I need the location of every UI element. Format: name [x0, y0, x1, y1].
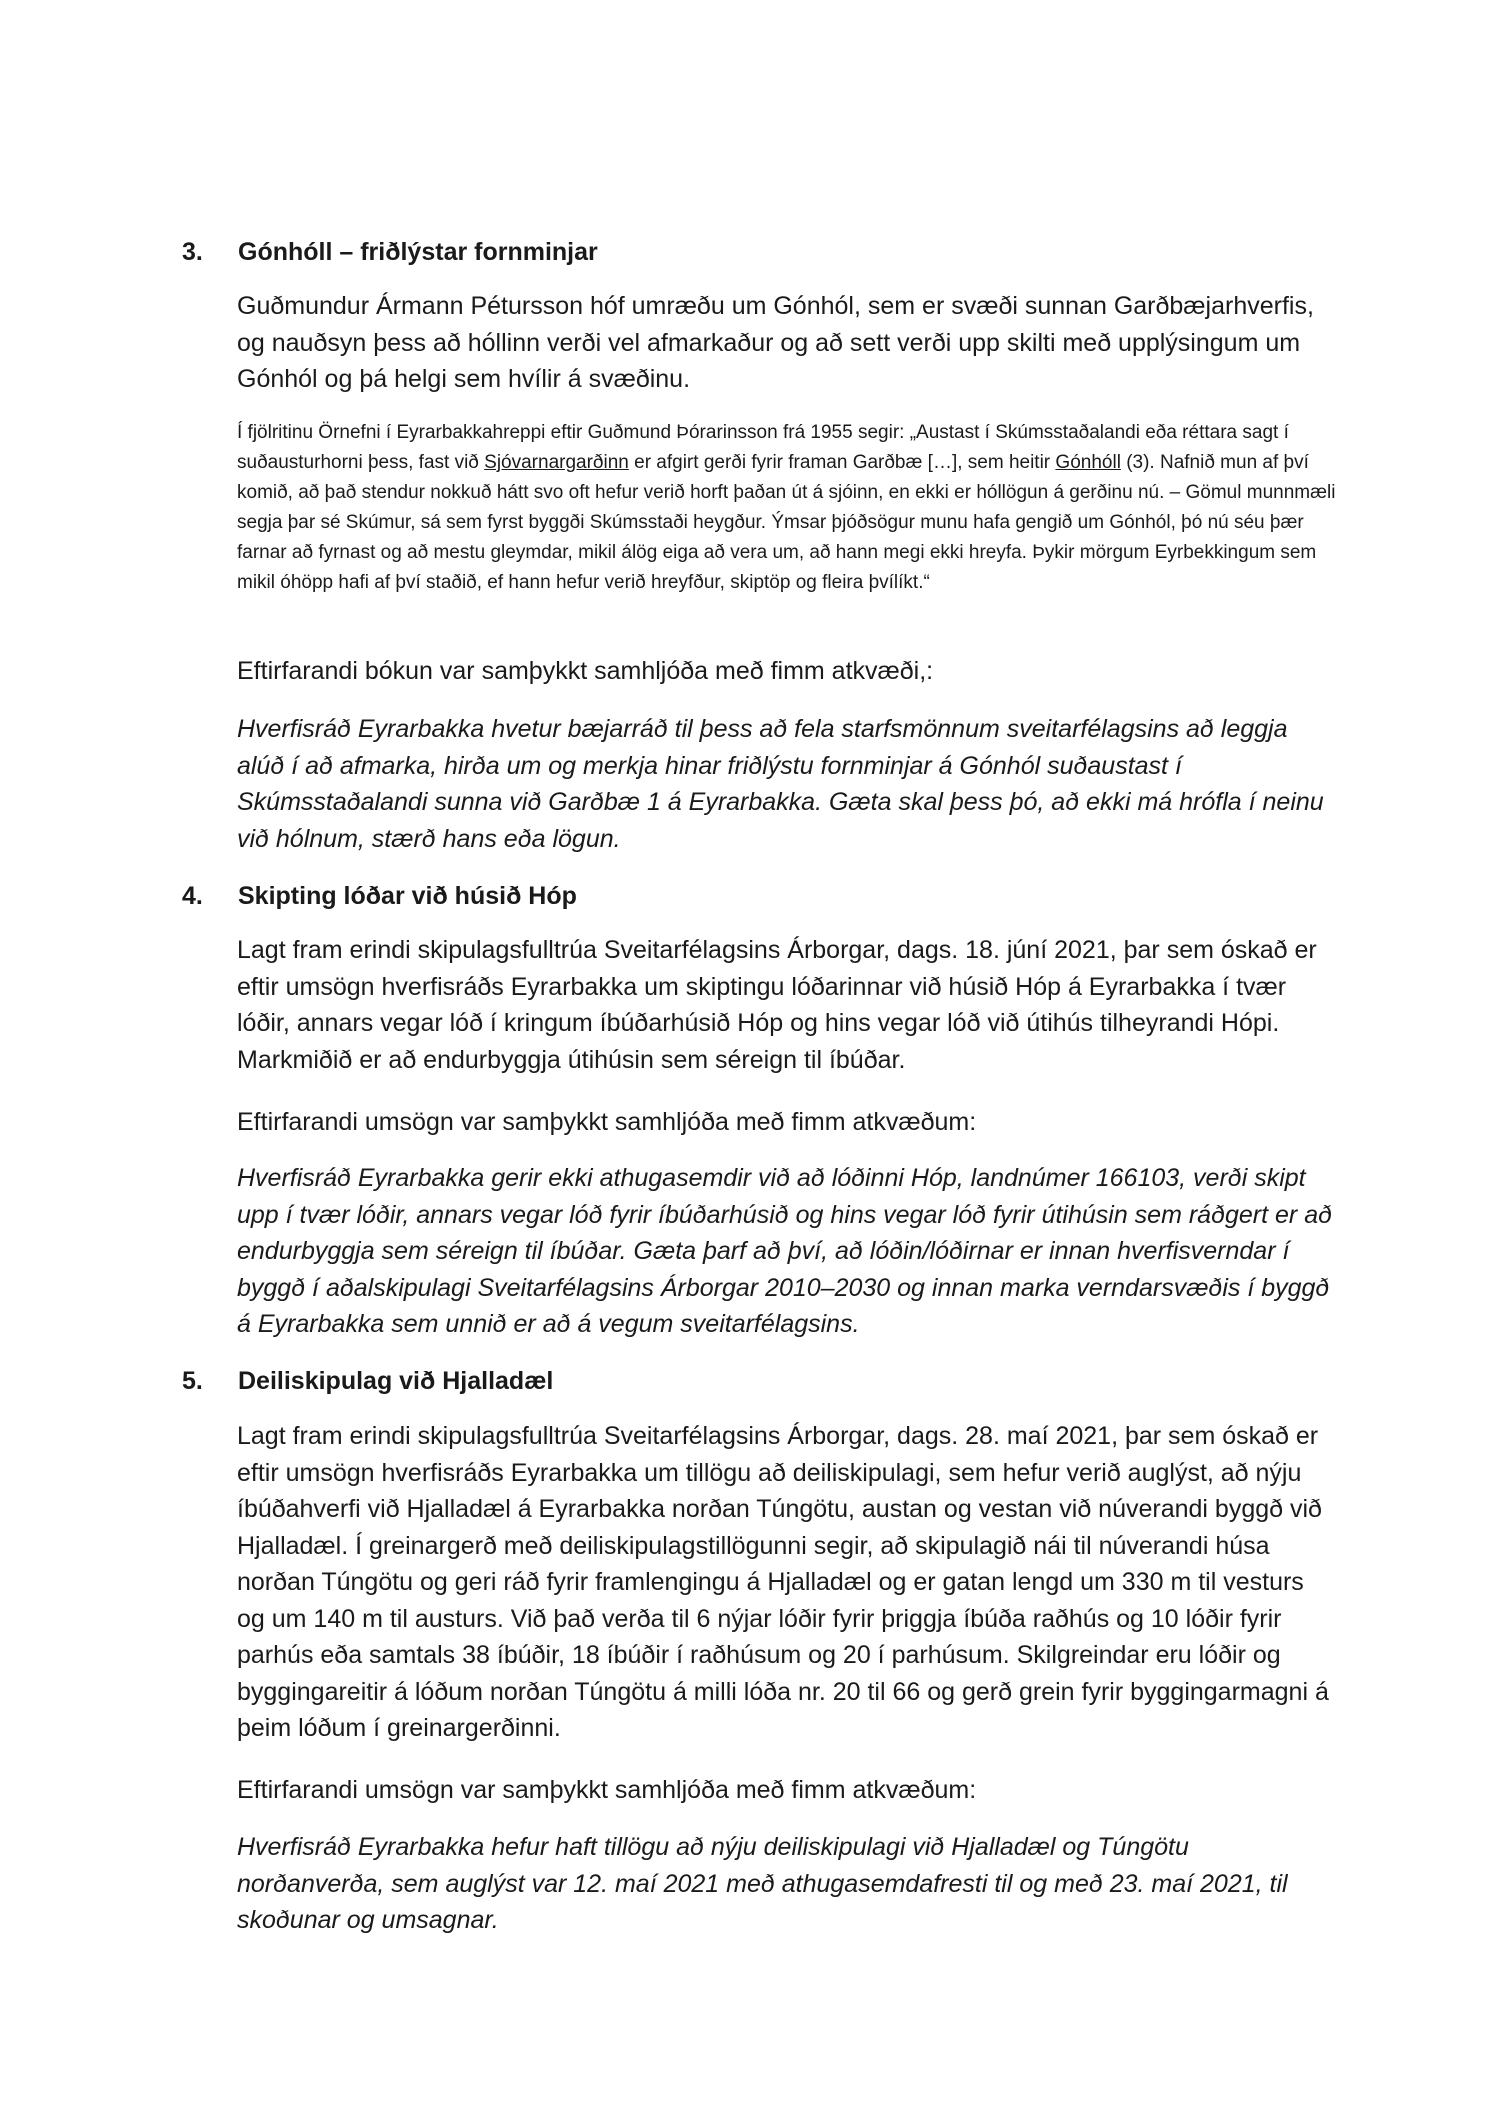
section-5-heading [182, 1365, 553, 1397]
section-3-quote [237, 418, 1347, 598]
section-5-resolution: Hverfisráð Eyrarbakka hefur haft tillögu að nýju deiliskipulagi við Hjalladæl og Túngötu norðanverða, sem auglýst var 12. maí 2021 með athugasemdafresti til og með 23. maí 2021, til skoðunar og umsagnar. [237, 1833, 1288, 1934]
section-4-resolution: Hverfisráð Eyrarbakka gerir ekki athugasemdir við að lóðinni Hóp, landnúmer 166103, verði skipt upp í tvær lóðir, annars vegar lóð fyrir íbúðarhúsið og hins vegar lóð fyrir útihúsin sem ráðgert er að endurbyggja sem séreign til íbúðar. Gæta þarf að því, að lóðin/lóðirnar er innan hverfisverndar í byggð í aðalskipulagi Sveitarfélagsins Árborgar 2010–2030 og innan marka verndarsvæðis í byggð á Eyrarbakka sem unnið er að á vegum sveitarfélagsins. [237, 1164, 1332, 1338]
quote-text-end: (3). Nafnið mun af því komið, að það stendur nokkuð hátt svo oft hefur verið horft þaðan út á sjóinn, en ekki er hóllögun á gerðinu nú. – Gömul munnmæli segja þar sé Skúmur, sá sem fyrst byggði Skúmsstaði heygður. Ýmsar þjóðsögur munu hafa gengið um Gónhól, þó nú séu þær farnar að fyrnast og að mestu gleymdar, mikil álög eiga að vera um, að hann megi ekki hreyfa. Þykir mörgum Eyrbekkingum sem mikil óhöpp hafi af því staðið, ef hann hefur verið hreyfður, skiptöp og fleira þvílíkt.“ [237, 452, 1336, 593]
section-4-number: 4. [182, 882, 203, 910]
section-4-heading [182, 880, 577, 912]
section-4-intro: Lagt fram erindi skipulagsfulltrúa Sveitarfélagsins Árborgar, dags. 18. júní 2021, þar sem óskað er eftir umsögn hverfisráðs Eyrarbakka um skiptingu lóðarinnar við húsið Hóp á Eyrarbakka í tvær lóðir, annars vegar lóð í kringum íbúðarhúsið Hóp og hins vegar lóð við útihús tilheyrandi Hópi. Markmiðið er að endurbyggja útihúsin sem séreign til íbúðar. [237, 936, 1317, 1074]
section-5-title: Deiliskipulag við Hjalladæl [238, 1367, 554, 1395]
section-3-title: Gónhóll – friðlýstar fornminjar [238, 238, 598, 266]
section-3-resolution: Hverfisráð Eyrarbakka hvetur bæjarráð til þess að fela starfsmönnum sveitarfélagsins að leggja alúð í að afmarka, hirða um og merkja hinar friðlýstu fornminjar á Gónhól suðaustast í Skúmsstaðalandi sunna við Garðbæ 1 á Eyrarbakka. Gæta skal þess þó, að ekki má hrófla í neinu við hólnum, stærð hans eða lögun. [237, 715, 1324, 853]
section-3-heading [182, 236, 598, 268]
quote-text-middle: er afgirt gerði fyrir framan Garðbæ […], sem heitir [628, 452, 1056, 473]
section-4-title: Skipting lóðar við húsið Hóp [238, 882, 577, 910]
section-3-intro: Guðmundur Ármann Pétursson hóf umræðu um Gónhól, sem er svæði sunnan Garðbæjarhverfis, og nauðsyn þess að hóllinn verði vel afmarkaður og að sett verði upp skilti með upplýsingum um Gónhól og þá helgi sem hvílir á svæðinu. [237, 292, 1314, 393]
section-5-number: 5. [182, 1367, 203, 1395]
section-3-number: 3. [182, 238, 203, 266]
section-5-vote: Eftirfarandi umsögn var samþykkt samhljóða með fimm atkvæðum: [237, 1776, 977, 1804]
section-4-vote: Eftirfarandi umsögn var samþykkt samhljóða með fimm atkvæðum: [237, 1108, 977, 1136]
quote-link-sjovarnargardinn: Sjóvarnargarðinn [484, 452, 629, 473]
section-3-vote: Eftirfarandi bókun var samþykkt samhljóða með fimm atkvæði,: [237, 657, 934, 685]
section-5-intro: Lagt fram erindi skipulagsfulltrúa Sveitarfélagsins Árborgar, dags. 28. maí 2021, þar sem óskað er eftir umsögn hverfisráðs Eyrarbakka um tillögu að deiliskipulagi, sem hefur verið auglýst, að nýju íbúðahverfi við Hjalladæl á Eyrarbakka norðan Túngötu, austan og vestan við núverandi byggð við Hjalladæl. Í greinargerð með deiliskipulagstillögunni segir, að skipulagið nái til núverandi húsa norðan Túngötu og geri ráð fyrir framlengingu á Hjalladæl og er gatan lengd um 330 m til vesturs og um 140 m til austurs. Við það verða til 6 nýjar lóðir fyrir þriggja íbúða raðhús og 10 lóðir fyrir parhús eða samtals 38 íbúðir, 18 íbúðir í raðhúsum og 20 í parhúsum. Skilgreindar eru lóðir og byggingareitir á lóðum norðan Túngötu á milli lóða nr. 20 til 66 og gerð grein fyrir byggingarmagni á þeim lóðum í greinargerðinni. [237, 1422, 1329, 1742]
quote-text-start: Í fjölritinu Örnefni í Eyrarbakkahreppi eftir Guðmund Þórarinsson frá 1955 segir: „Austast í Skúmsstaðalandi eða réttara sagt í suðausturhorni þess, fast við [237, 422, 1289, 473]
quote-link-gonholl: Gónhóll [1055, 452, 1121, 473]
